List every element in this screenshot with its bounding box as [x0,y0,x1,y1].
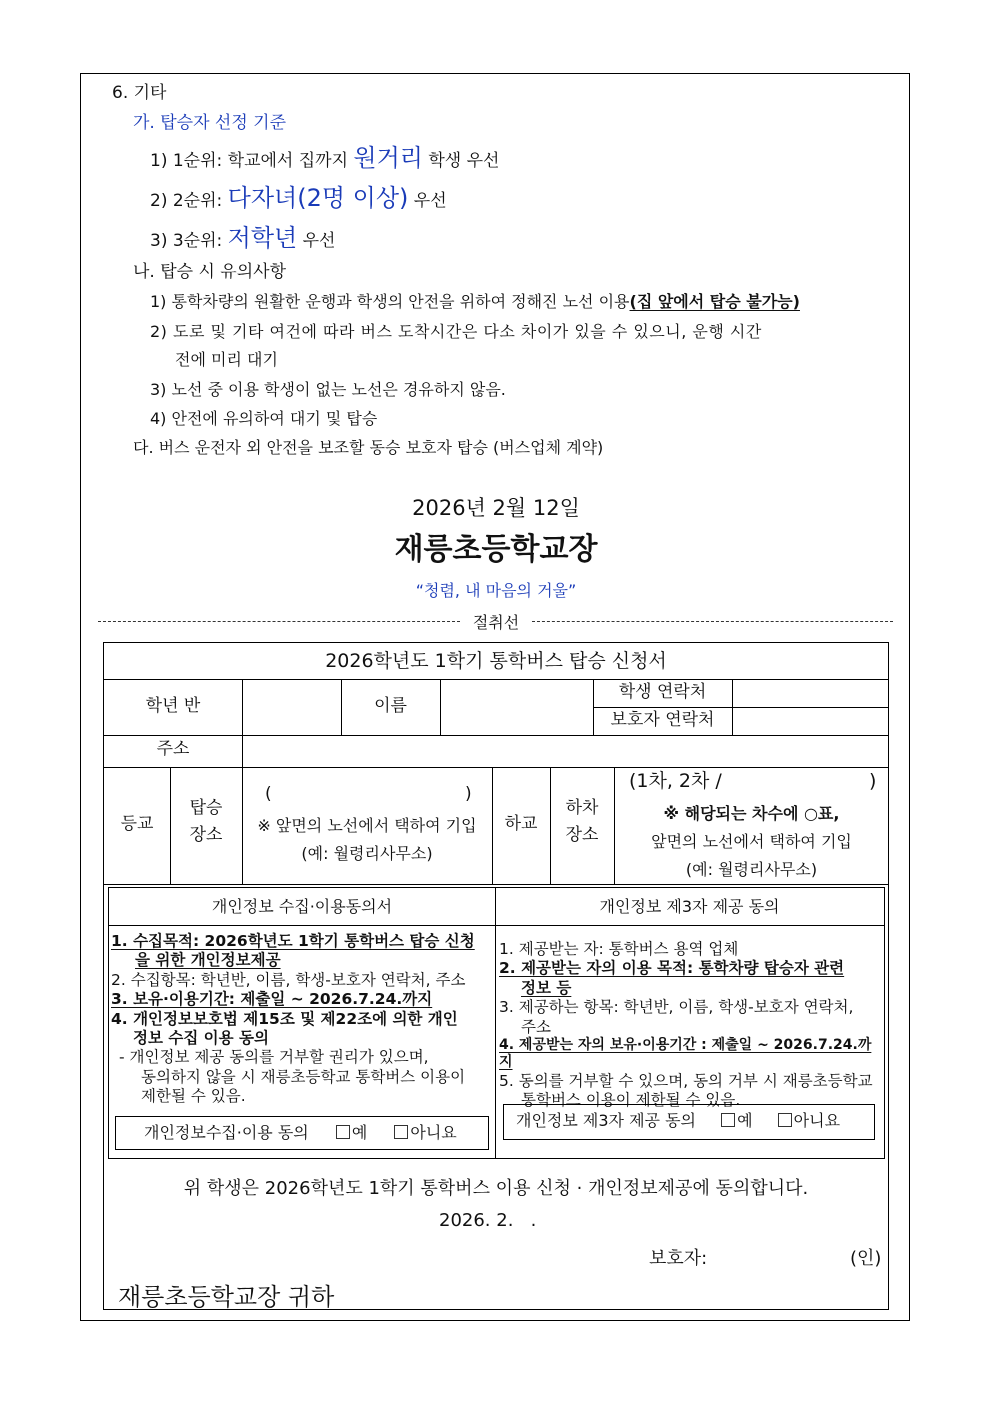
consent-title: 개인정보 수집·이용동의서 [211,897,393,916]
third-party-list: 1. 제공받는 자: 통학버스 용역 업체 2. 제공받는 자의 이용 목적: 통학차량 탑승자 관련 정보 등 3. 제공하는 항목: 학년반, 이름, 학생-보호자 연락처, 주소 4. 제공받는 자의 보유·이용기간 : 제출일 ~ 2026.7.24.까지 5. 동의를 거부할 수 있으며, 동의 거부 시 재릉초등학교 통학버스 이용이 제한될 수 있음. [499,940,873,1110]
criteria-emph-3: 저학년 [227,224,298,252]
boarding-place-field[interactable]: ( ) ※ 앞면의 노선에서 택하여 기입 (예: 월령리사무소) [257,784,477,863]
application-form [103,642,889,1310]
caution-item-3: 3) 노선 중 이용 학생이 없는 노선은 경유하지 않음. [150,380,506,399]
motto: “청렴, 내 마음의 거울” [415,581,577,600]
third-party-agree-box: 개인정보 제3자 제공 동의 예 아니요 [503,1104,875,1140]
criteria-title: 가. 탑승자 선정 기준 [133,113,286,133]
dropoff-place-field[interactable]: (1차, 2차 / ) ※ 해당되는 차수에 ○표, 앞면의 노선에서 택하여 기입 (예: 월령리사무소) [629,770,877,879]
caution-item-1: 1) 통학차량의 원활한 운행과 학생의 안전을 위하여 정해진 노선 이용(집 앞에서 탑승 불가능) [150,292,800,311]
to-school-label: 등교 [120,814,154,834]
name-label: 이름 [374,696,407,716]
guardian-label: 보호자: [649,1248,708,1269]
guardian-signature-field[interactable] [714,1243,844,1273]
consent-agree-box: 개인정보수집·이용 동의 예 아니요 [115,1116,489,1150]
consent-list: 1. 수집목적: 2026학년도 1학기 통학버스 탑승 신청 을 위한 개인정보제공 2. 수집항목: 학년반, 이름, 학생-보호자 연락처, 주소 3. 보유·이용기간: 제출일 ~ 2026.7.24.까지 4. 개인정보보호법 제15조 및 제22조에 의한 개인 정보 수집 이용 동의 - 개인정보 제공 동의를 거부할 권리가 있으며, 동의하지 않을 시 재릉초등학교 통학버스 이용이 제한될 수 있음. [111,932,475,1105]
criteria-item-2: 2) 2순위: 다자녀(2명 이상) 우선 [150,184,447,212]
caution-item-2: 2) 도로 및 기타 여건에 따라 버스 도착시간은 다소 차이가 있을 수 있으니, 운행 시간 [150,322,762,341]
consent-no-checkbox[interactable] [394,1125,408,1139]
guardian-note: 다. 버스 운전자 외 안전을 보조할 동승 보호자 탑승 (버스업체 계약) [133,438,604,457]
guardian-contact-field[interactable] [733,708,888,734]
consent-statement: 위 학생은 2026학년도 1학기 통학버스 이용 신청 · 개인정보제공에 동의합니다. [183,1178,809,1199]
criteria-item-3: 3) 3순위: 저학년 우선 [150,224,336,252]
caution-item-4: 4) 안전에 유의하여 대기 및 탑승 [150,409,378,428]
cut-line [98,610,893,630]
grade-class-field[interactable] [243,680,340,734]
consent-area [108,887,885,1159]
sign-date: 2026. 2. . [439,1210,537,1231]
criteria-emph-2: 다자녀(2명 이상) [227,184,409,212]
caution-item-2-cont: 전에 미리 대기 [175,350,278,369]
address-field[interactable] [243,736,888,766]
consent-agree-label: 개인정보수집·이용 동의 [144,1123,309,1142]
grade-class-label: 학년 반 [145,696,201,716]
guardian-contact-label: 보호자 연락처 [610,710,715,730]
dropoff-place-label: 하차 장소 [565,798,599,846]
address-label: 주소 [156,739,190,759]
student-contact-field[interactable] [733,680,888,706]
criteria-emph-1: 원거리 [353,144,423,172]
form-title: 2026학년도 1학기 통학버스 탑승 신청서 [325,650,667,672]
principal-title: 재릉초등학교장 [394,532,598,567]
section-heading: 6. 기타 [112,83,167,103]
criteria-item-1: 1) 1순위: 학교에서 집까지 원거리 학생 우선 [150,144,500,172]
name-field[interactable] [441,680,592,734]
boarding-place-label: 탑승 장소 [189,798,223,846]
from-school-label: 하교 [504,814,538,834]
seal-mark: (인) [850,1248,882,1269]
third-party-yes-checkbox[interactable] [721,1113,735,1127]
third-party-no-checkbox[interactable] [778,1113,792,1127]
issue-date: 2026년 2월 12일 [412,496,580,520]
student-contact-label: 학생 연락처 [618,682,707,702]
consent-yes-checkbox[interactable] [336,1125,350,1139]
cut-line-label: 절취선 [466,610,526,633]
addressee: 재릉초등학교장 귀하 [118,1283,335,1311]
third-party-title: 개인정보 제3자 제공 동의 [599,897,780,916]
caution-title: 나. 탑승 시 유의사항 [133,262,286,282]
third-party-agree-label: 개인정보 제3자 제공 동의 [516,1111,696,1130]
